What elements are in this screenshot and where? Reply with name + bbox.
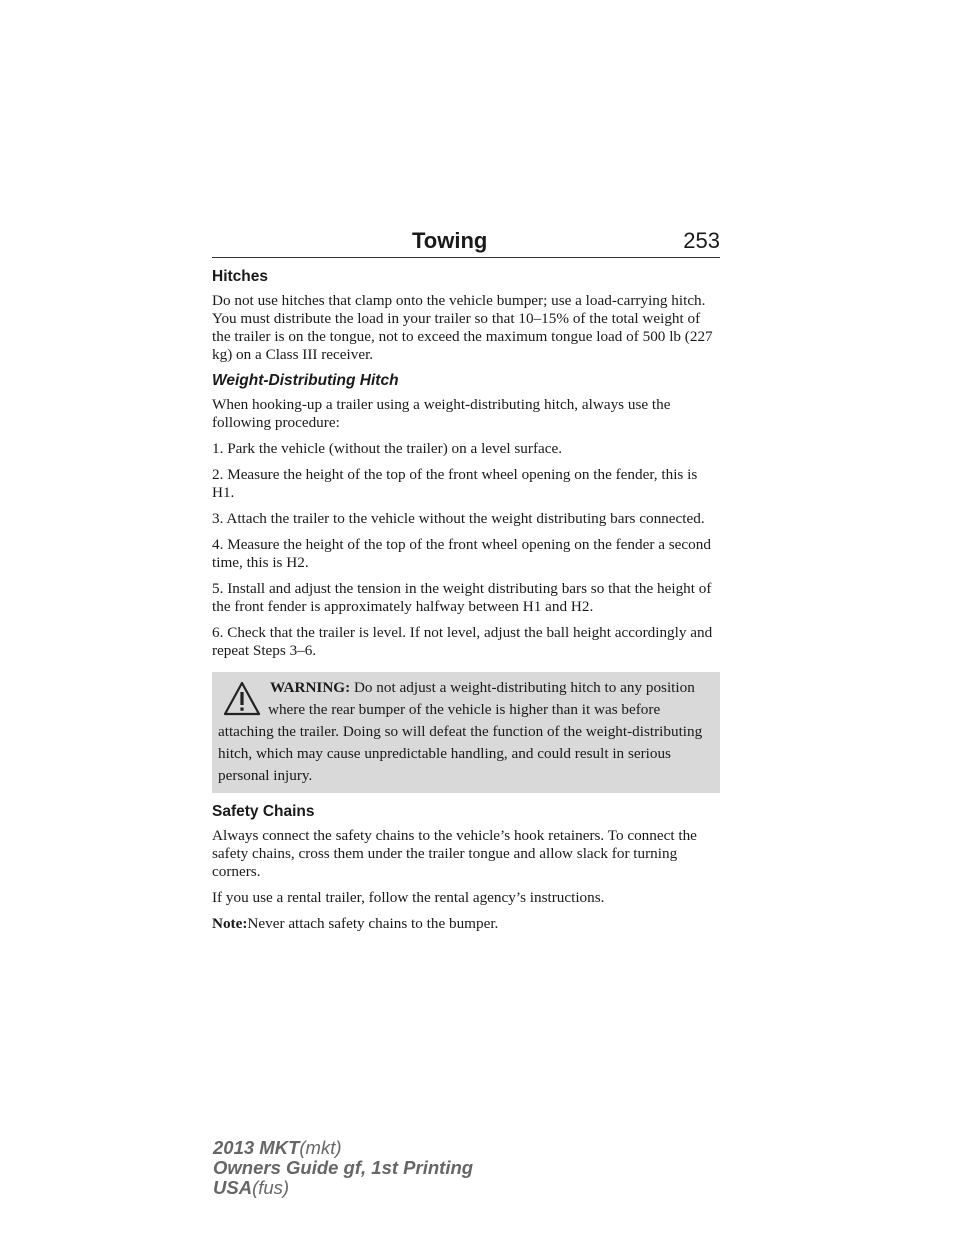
section-title: Towing: [412, 228, 488, 253]
hitches-paragraph: Do not use hitches that clamp onto the vehicle bumper; use a load-carrying hitch. You must distribute the load in your trailer so that 10–15% of the total weight of the trailer is on the tongue, not to exceed the maximum tongue load of 500 lb (227 kg) on a Class III receiver.: [212, 292, 713, 363]
warning-triangle-icon: [222, 679, 262, 719]
note-paragraph: [212, 915, 720, 933]
step-4: 4. Measure the height of the top of the front wheel opening on the fender a second time, this is H2.: [212, 536, 711, 571]
footer-market-code: (fus): [252, 1177, 290, 1198]
manual-page: [212, 228, 720, 941]
step-3: 3. Attach the trailer to the vehicle without the weight distributing bars connected.: [212, 510, 705, 527]
step-5: 5. Install and adjust the tension in the weight distributing bars so that the height of the front fender is approximately halfway between H1 and H2.: [212, 580, 712, 615]
footer-model-code: (mkt): [299, 1137, 342, 1158]
footer-line-2: [213, 1158, 473, 1178]
page-number: 253: [683, 228, 720, 253]
page-footer: [213, 1138, 473, 1198]
step-1: 1. Park the vehicle (without the trailer) on a level surface.: [212, 440, 563, 457]
hitches-heading: Hitches: [212, 268, 268, 285]
note-text: Never attach safety chains to the bumper.: [247, 915, 499, 932]
footer-line-3: [213, 1178, 473, 1198]
page-header: [212, 228, 720, 258]
wdh-intro: When hooking-up a trailer using a weight-distributing hitch, always use the following procedure:: [212, 396, 671, 431]
page-content: [212, 268, 720, 933]
rental-trailer-paragraph: If you use a rental trailer, follow the rental agency’s instructions.: [212, 889, 605, 906]
step-6: 6. Check that the trailer is level. If not level, adjust the ball height accordingly and repeat Steps 3–6.: [212, 624, 713, 659]
footer-line-1: [213, 1138, 473, 1158]
step-2: 2. Measure the height of the top of the front wheel opening on the fender, this is H1.: [212, 466, 698, 501]
safety-chains-paragraph: Always connect the safety chains to the vehicle’s hook retainers. To connect the safety chains, cross them under the trailer tongue and allow slack for turning corners.: [212, 827, 697, 880]
footer-guide: Owners Guide gf, 1st Printing: [213, 1157, 474, 1178]
note-label: Note:: [212, 915, 248, 932]
safety-chains-heading: Safety Chains: [212, 803, 315, 820]
wdh-heading: Weight-Distributing Hitch: [212, 372, 399, 389]
footer-model: 2013 MKT: [213, 1137, 300, 1158]
footer-market: USA: [213, 1177, 253, 1198]
warning-text: Do not adjust a weight-distributing hitch to any position where the rear bumper of the vehicle is higher than it was before attaching the trailer. Doing so will defeat the function of the weight-distributing hitch, which may cause unpredictable handling, and could result in serious personal injury.: [218, 679, 703, 784]
warning-box: [212, 672, 720, 793]
warning-label: WARNING:: [270, 679, 351, 696]
